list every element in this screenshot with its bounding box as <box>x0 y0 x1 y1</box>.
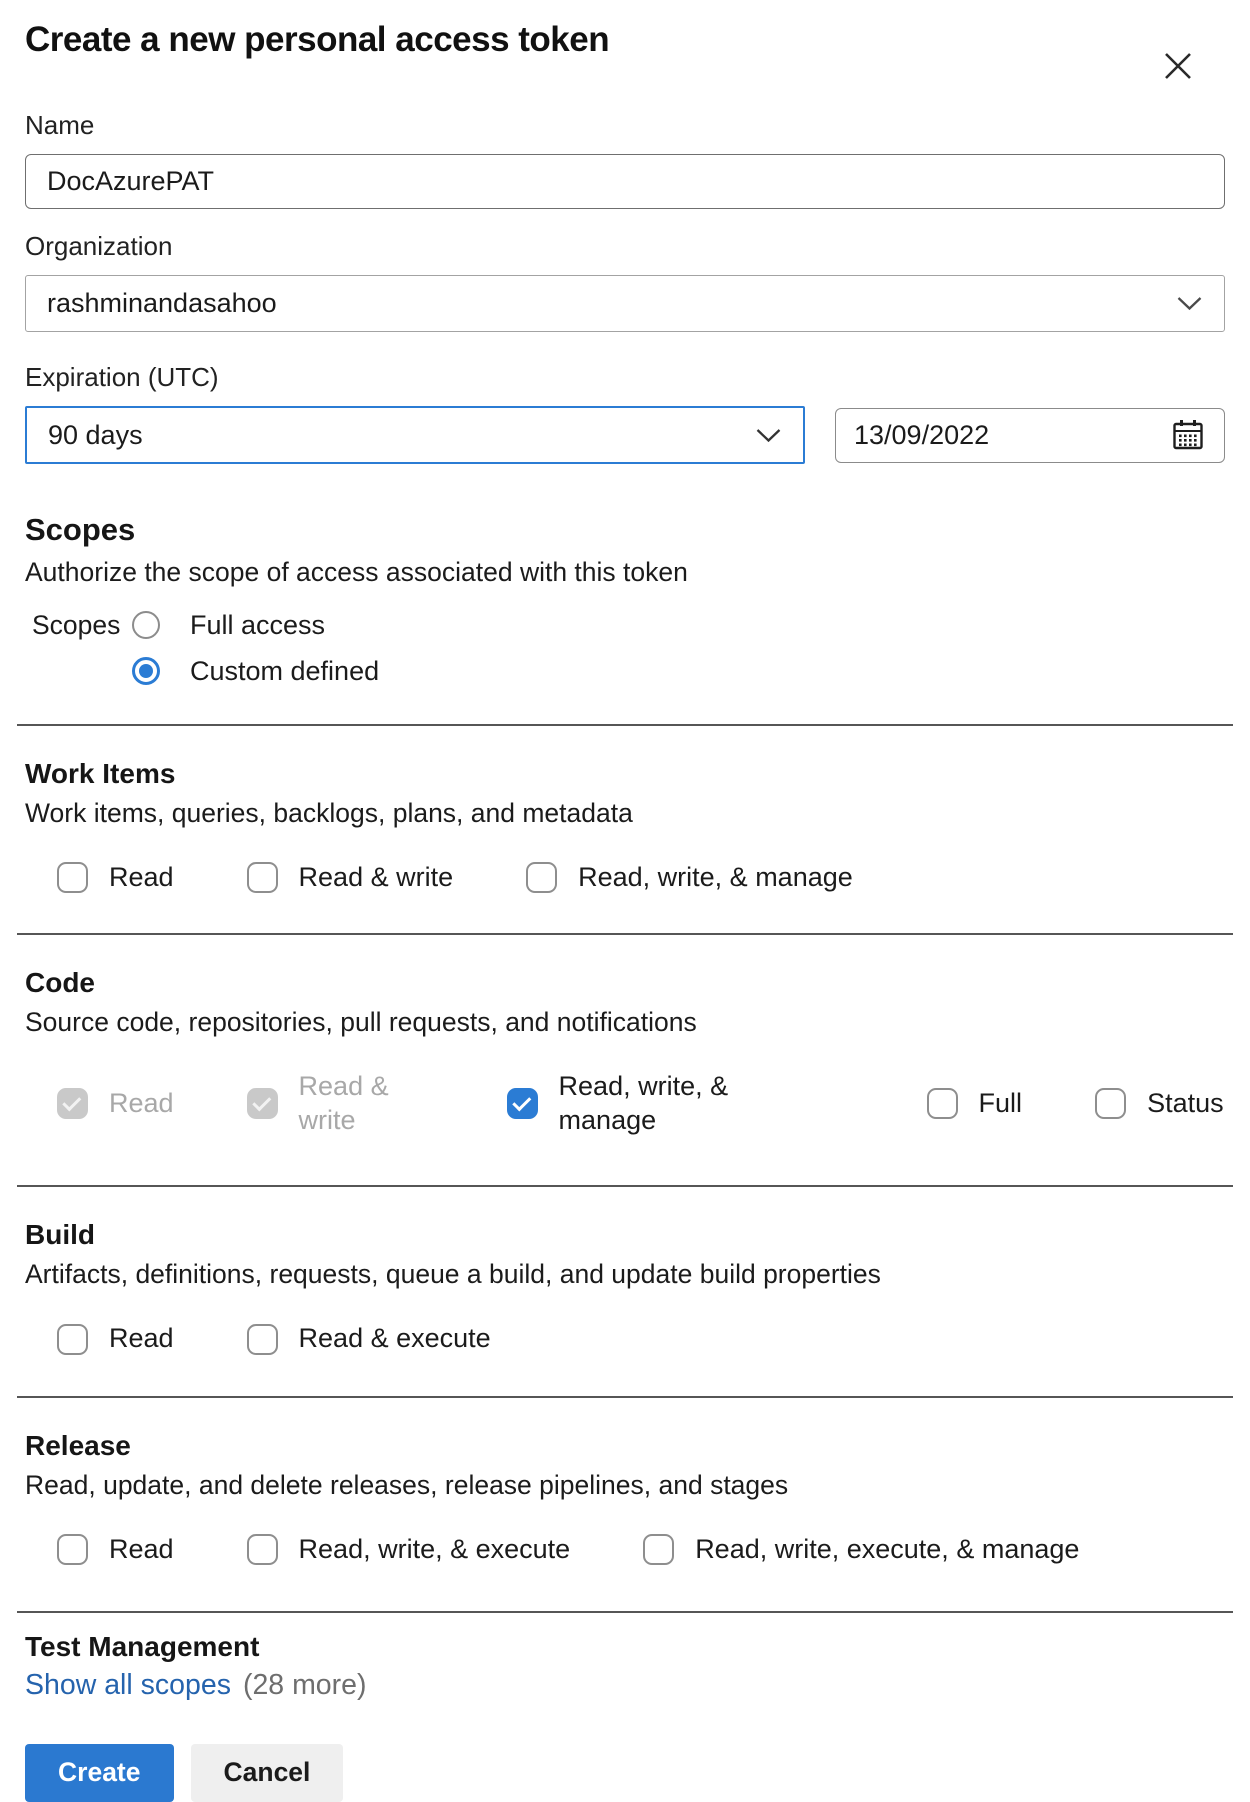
checkbox-icon[interactable] <box>1095 1088 1126 1119</box>
section-work-items <box>25 726 1225 895</box>
checkbox-label: Read, write, execute, & manage <box>695 1534 1080 1564</box>
section-code <box>25 935 1225 1138</box>
scopes-heading: Scopes <box>25 512 136 547</box>
checkbox-icon[interactable] <box>57 1534 88 1565</box>
checkbox-label: Read <box>109 1323 174 1354</box>
release-checkbox-row <box>57 1533 1225 1567</box>
checkbox-label: Read, write, & manage <box>558 1070 729 1135</box>
checkbox-code-read-write <box>247 1070 434 1138</box>
section-description: Artifacts, definitions, requests, queue a build, and update build properties <box>25 1259 881 1290</box>
custom-defined-radio[interactable] <box>132 657 160 685</box>
expiration-row <box>25 406 1225 464</box>
chevron-down-icon <box>1176 295 1203 312</box>
checkbox-build-read-execute[interactable] <box>247 1322 491 1356</box>
more-scopes-count: (28 more) <box>242 1668 367 1701</box>
checkbox-icon[interactable] <box>927 1088 958 1119</box>
checkbox-icon[interactable] <box>643 1534 674 1565</box>
work-items-checkbox-row <box>57 861 1225 895</box>
section-title: Code <box>25 966 95 998</box>
checkbox-icon[interactable] <box>57 862 88 893</box>
checkbox-icon[interactable] <box>247 1324 278 1355</box>
checkbox-label: Full <box>978 1087 1023 1118</box>
checkbox-checked-icon[interactable] <box>507 1088 538 1119</box>
checkbox-work-items-read[interactable] <box>57 861 174 895</box>
checkbox-label: Read & execute <box>298 1323 491 1354</box>
checkbox-code-status[interactable] <box>1095 1087 1224 1121</box>
checkbox-label: Read <box>109 1534 174 1564</box>
checkbox-release-read-write-execute-manage[interactable] <box>643 1533 1079 1567</box>
checkbox-label: Read, write, & manage <box>578 862 853 892</box>
checkbox-code-read-write-manage[interactable] <box>507 1070 799 1138</box>
expiration-date-input[interactable] <box>835 408 1225 463</box>
build-checkbox-row <box>57 1322 1225 1356</box>
chevron-down-icon <box>755 427 782 444</box>
expiration-duration-value: 90 days <box>48 419 143 450</box>
checkbox-icon[interactable] <box>247 1534 278 1565</box>
close-button[interactable] <box>1158 46 1198 86</box>
section-description: Work items, queries, backlogs, plans, and metadata <box>25 798 633 828</box>
create-pat-dialog <box>0 20 1250 1802</box>
organization-dropdown[interactable] <box>25 275 1225 332</box>
radio-row-custom-defined <box>32 648 1225 694</box>
custom-defined-label[interactable]: Custom defined <box>190 655 380 686</box>
checkbox-work-items-read-write-manage[interactable] <box>526 861 853 895</box>
checkbox-work-items-read-write[interactable] <box>247 861 454 895</box>
cancel-button[interactable]: Cancel <box>191 1744 344 1802</box>
checkbox-release-read-write-execute[interactable] <box>247 1533 571 1567</box>
scopes-inline-label: Scopes <box>32 609 121 640</box>
checkbox-icon[interactable] <box>526 862 557 893</box>
name-input[interactable] <box>25 154 1225 209</box>
full-access-radio[interactable] <box>132 611 160 639</box>
close-icon <box>1158 46 1198 86</box>
checkbox-label: Read <box>109 1087 174 1118</box>
show-all-scopes-link[interactable]: Show all scopes <box>25 1668 231 1701</box>
expiration-date-value: 13/09/2022 <box>854 419 990 450</box>
checkbox-icon[interactable] <box>247 862 278 893</box>
checkbox-checked-disabled-icon <box>247 1088 278 1119</box>
page-title: Create a new personal access token <box>25 20 610 59</box>
checkbox-label: Read & write <box>298 1070 389 1135</box>
checkbox-label: Read <box>109 862 174 892</box>
section-title: Test Management <box>25 1630 260 1662</box>
organization-label: Organization <box>25 231 173 261</box>
name-label: Name <box>25 110 95 140</box>
section-test-management-clipped <box>25 1613 1225 1662</box>
expiration-label: Expiration (UTC) <box>25 362 219 392</box>
show-all-scopes-row <box>25 1669 1225 1702</box>
checkbox-build-read[interactable] <box>57 1322 174 1356</box>
calendar-icon[interactable] <box>1170 417 1206 453</box>
checkbox-label: Read, write, & execute <box>298 1534 571 1564</box>
checkbox-checked-disabled-icon <box>57 1088 88 1119</box>
section-description: Source code, repositories, pull requests, and notifications <box>25 1006 697 1037</box>
section-title: Build <box>25 1219 95 1251</box>
checkbox-label: Read & write <box>298 862 454 892</box>
radio-row-full-access <box>32 602 1225 648</box>
dialog-actions <box>25 1744 1225 1802</box>
checkbox-code-read <box>57 1087 174 1121</box>
create-button[interactable]: Create <box>25 1744 174 1802</box>
checkbox-label: Status <box>1147 1087 1224 1118</box>
code-checkbox-row <box>57 1070 1225 1138</box>
section-release <box>25 1398 1225 1567</box>
expiration-duration-dropdown[interactable] <box>25 406 805 464</box>
checkbox-icon[interactable] <box>57 1324 88 1355</box>
section-build <box>25 1187 1225 1356</box>
section-description: Read, update, and delete releases, release pipelines, and stages <box>25 1470 789 1500</box>
scopes-radio-group <box>32 602 1225 694</box>
full-access-label[interactable]: Full access <box>190 609 326 640</box>
checkbox-code-full[interactable] <box>927 1087 1023 1121</box>
section-title: Release <box>25 1430 131 1461</box>
scopes-description: Authorize the scope of access associated with this token <box>25 557 688 587</box>
checkbox-release-read[interactable] <box>57 1533 174 1567</box>
organization-value: rashminandasahoo <box>47 288 277 318</box>
section-title: Work Items <box>25 758 176 789</box>
